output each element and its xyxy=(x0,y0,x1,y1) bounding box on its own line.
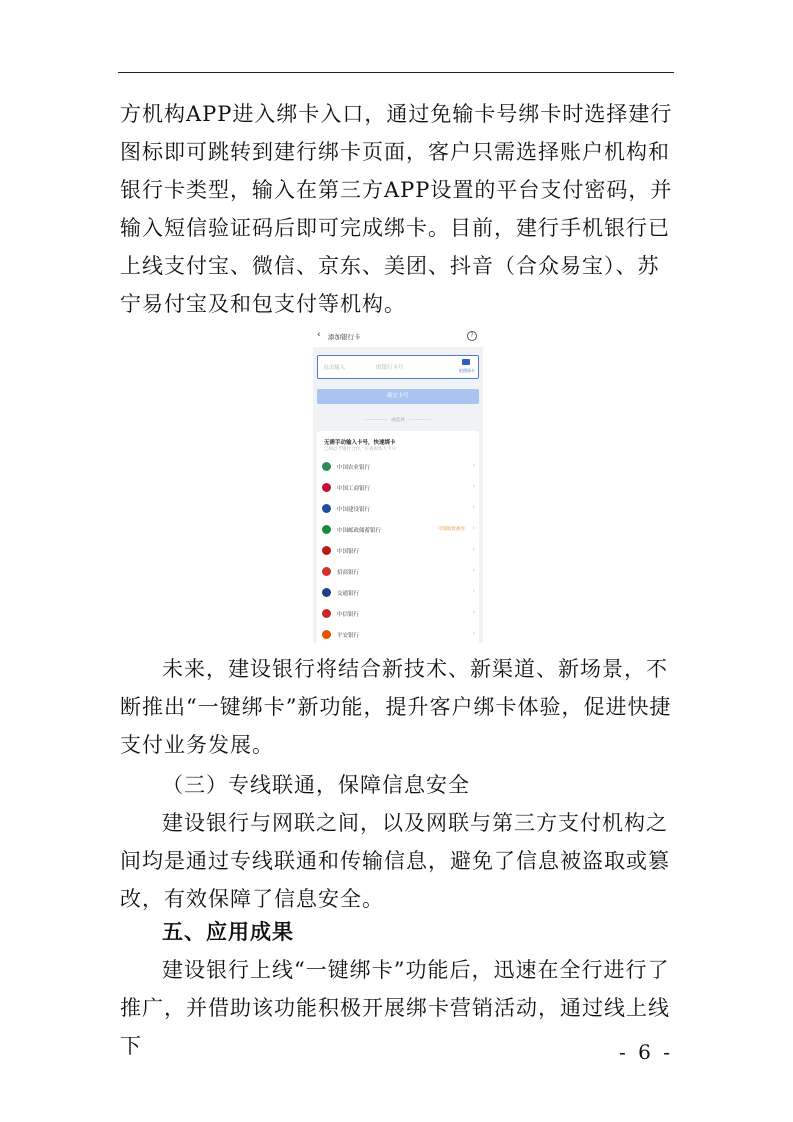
or-divider: 或选择 xyxy=(313,417,483,423)
bank-logo-icon xyxy=(322,483,331,492)
bank-row[interactable] xyxy=(317,520,479,541)
confirm-card-button[interactable]: 确定卡号 xyxy=(317,389,479,404)
bind-card-screenshot xyxy=(313,327,483,643)
chevron-right-icon: › xyxy=(472,609,475,616)
chevron-right-icon: › xyxy=(472,525,475,532)
bank-logo-icon xyxy=(322,567,331,576)
camera-icon[interactable] xyxy=(462,359,470,365)
bank-row[interactable] xyxy=(317,457,479,478)
chevron-right-icon: › xyxy=(472,483,475,490)
header-rule xyxy=(118,72,674,73)
paragraph-binding-process: 方机构APP进入绑卡入口，通过免输卡号绑卡时选择建行图标即可跳转到建行绑卡页面，客户只需选择账户机构和银行卡类型，输入在第三方APP设置的平台支付密码，并输入短信验证码后即可完成绑卡。目前，建行手机银行已上线支付宝、微信、京东、美团、抖音（合众易宝）、苏宁易付宝及和包支付等机构。 xyxy=(120,102,673,316)
bank-promo-tag: 可领取优惠券 xyxy=(438,527,465,532)
input-placeholder: 的银行卡号 xyxy=(376,365,404,371)
section-heading-dedicated-line: （三）专线联通，保障信息安全 xyxy=(162,773,470,797)
bank-name: 招商银行 xyxy=(337,570,360,576)
bank-logo-icon xyxy=(322,504,331,513)
bank-row[interactable] xyxy=(317,562,479,583)
chevron-right-icon: › xyxy=(472,567,475,574)
bank-name: 中国邮政储蓄银行 xyxy=(337,528,382,534)
quick-bind-subtitle: 已和以下银行合作，可查询本人卡号 xyxy=(324,447,396,452)
bank-logo-icon xyxy=(322,630,331,639)
chevron-right-icon: › xyxy=(472,462,475,469)
chevron-right-icon: › xyxy=(472,588,475,595)
bank-name: 中国农业银行 xyxy=(337,465,371,471)
input-prefix: 点击输入 xyxy=(323,365,346,371)
chevron-right-icon: › xyxy=(472,630,475,637)
bank-logo-icon xyxy=(322,609,331,618)
section-heading-results: 五、应用成果 xyxy=(162,920,294,944)
bank-row[interactable] xyxy=(317,478,479,499)
bank-name: 中国银行 xyxy=(337,549,360,555)
page-number: - 6 - xyxy=(619,1040,673,1064)
paragraph-results: 建设银行上线“一键绑卡”功能后，迅速在全行进行了推广，并借助该功能积极开展绑卡营销活动，通过线上线下 xyxy=(120,958,670,1058)
bank-row[interactable] xyxy=(317,625,479,643)
chevron-right-icon: › xyxy=(472,546,475,553)
chevron-right-icon: › xyxy=(472,504,475,511)
bank-name: 交通银行 xyxy=(337,591,360,597)
bank-name: 平安银行 xyxy=(337,633,360,639)
back-icon[interactable]: ‹ xyxy=(317,330,321,340)
help-icon[interactable]: ? xyxy=(467,331,477,341)
quick-bind-card xyxy=(317,431,479,643)
bank-name: 中信银行 xyxy=(337,612,360,618)
bank-logo-icon xyxy=(322,525,331,534)
bank-logo-icon xyxy=(322,462,331,471)
bank-row[interactable] xyxy=(317,499,479,520)
phone-page-title: 添加银行卡 xyxy=(328,333,361,341)
bank-row[interactable] xyxy=(317,541,479,562)
scan-card-label[interactable]: 拍照添卡 xyxy=(459,368,475,373)
bank-row[interactable] xyxy=(317,583,479,604)
paragraph-security: 建设银行与网联之间，以及网联与第三方支付机构之间均是通过专线联通和传输信息，避免了信息被盗取或篡改，有效保障了信息安全。 xyxy=(120,811,670,911)
card-number-input[interactable] xyxy=(317,355,479,379)
paragraph-future: 未来，建设银行将结合新技术、新渠道、新场景，不断推出“一键绑卡”新功能，提升客户绑卡体验，促进快捷支付业务发展。 xyxy=(120,657,672,757)
phone-top-bar xyxy=(313,327,483,347)
quick-bind-title: 无需手动输入卡号，快速绑卡 xyxy=(324,440,396,446)
bank-logo-icon xyxy=(322,588,331,597)
bank-name: 中国建设银行 xyxy=(337,507,371,513)
bank-row[interactable] xyxy=(317,604,479,625)
bank-name: 中国工商银行 xyxy=(337,486,371,492)
bank-logo-icon xyxy=(322,546,331,555)
